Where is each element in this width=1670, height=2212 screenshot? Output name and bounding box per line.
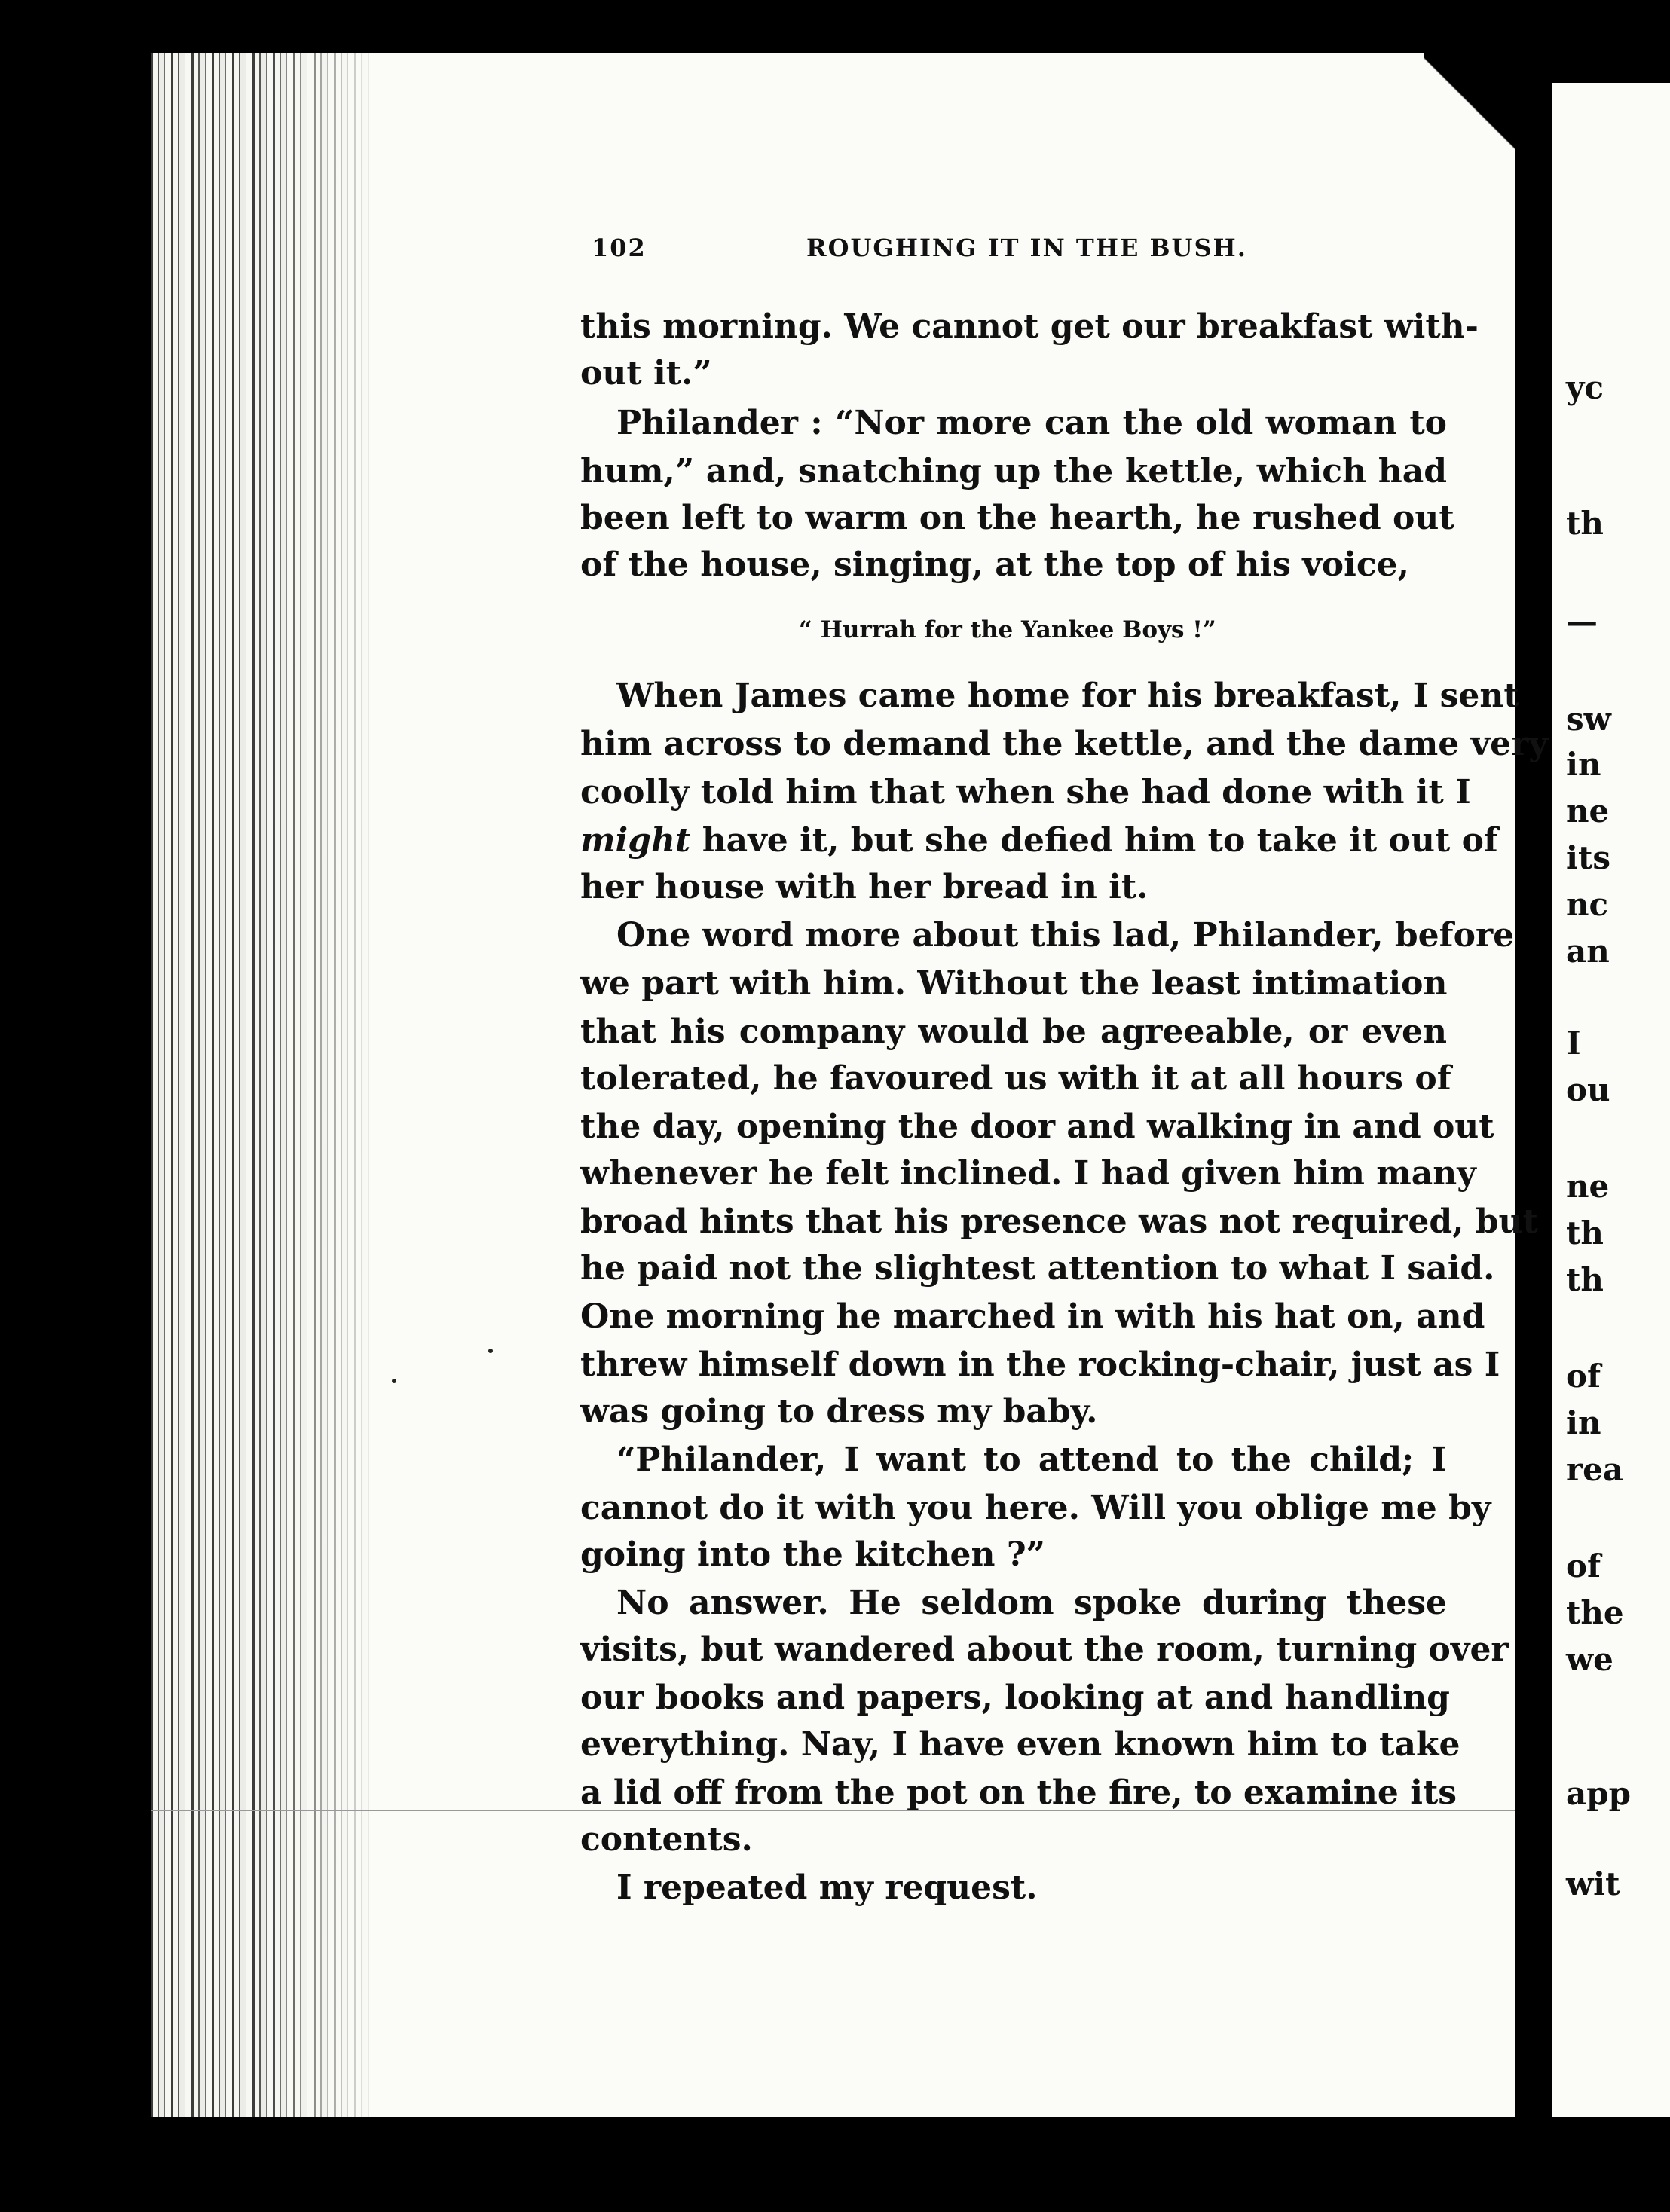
text-line: we part with him. Without the least intimation	[580, 964, 1448, 1003]
facing-text-fragment: the	[1566, 1594, 1624, 1631]
scan-speck	[488, 1349, 493, 1353]
facing-text-fragment: app	[1566, 1775, 1631, 1812]
text-line: Philander : “Nor more can the old woman to	[616, 404, 1447, 442]
text-line: been left to warm on the hearth, he rushed out	[580, 499, 1454, 537]
text-line: “Philander, I want to attend to the child; I	[616, 1441, 1447, 1479]
book-page-right-edge	[1552, 83, 1670, 2117]
text-line: of the house, singing, at the top of his voice,	[580, 545, 1409, 584]
facing-text-fragment: an	[1566, 933, 1610, 970]
facing-text-fragment: I	[1566, 1025, 1581, 1062]
text-line: coolly told him that when she had done with it I	[580, 773, 1471, 811]
text-line: out it.”	[580, 354, 712, 393]
scan-speck	[392, 1379, 396, 1383]
facing-text-fragment: sw	[1566, 701, 1611, 738]
text-line: hum,” and, snatching up the kettle, which had	[580, 452, 1447, 490]
facing-text-fragment: of	[1566, 1547, 1601, 1584]
text-line: broad hints that his presence was not required, but	[580, 1202, 1538, 1241]
facing-text-fragment: ne	[1566, 793, 1610, 830]
facing-text-fragment: in	[1566, 746, 1601, 783]
text-line: visits, but wandered about the room, turning over	[580, 1630, 1509, 1669]
facing-text-fragment: wit	[1566, 1865, 1620, 1902]
text-line: a lid off from the pot on the fire, to examine its	[580, 1774, 1457, 1812]
facing-text-fragment: th	[1566, 505, 1604, 542]
text-line: When James came home for his breakfast, I sent	[616, 677, 1519, 715]
facing-text-fragment: th	[1566, 1261, 1604, 1298]
facing-text-fragment: of	[1566, 1358, 1601, 1395]
text-line: I repeated my request.	[616, 1868, 1038, 1907]
text-line: our books and papers, looking at and handling	[580, 1679, 1450, 1717]
facing-text-fragment: we	[1566, 1641, 1613, 1678]
epigraph: “ Hurrah for the Yankee Boys !”	[799, 616, 1216, 643]
facing-text-fragment: ne	[1566, 1168, 1610, 1205]
text-line: whenever he felt inclined. I had given him many	[580, 1154, 1476, 1193]
text-line: her house with her bread in it.	[580, 868, 1149, 906]
book-title-header: ROUGHING IT IN THE BUSH.	[806, 234, 1247, 262]
italic-word: might	[580, 821, 691, 860]
text-line: that his company would be agreeable, or even	[580, 1013, 1447, 1051]
text-line: this morning. We cannot get our breakfast with-	[580, 307, 1479, 346]
facing-text-fragment: ou	[1566, 1071, 1610, 1108]
text-line: him across to demand the kettle, and the dame very	[580, 725, 1548, 763]
text-line: cannot do it with you here. Will you oblige me by	[580, 1489, 1491, 1527]
folded-corner	[1424, 53, 1515, 173]
facing-text-fragment: —	[1566, 603, 1598, 640]
text-line: everything. Nay, I have even known him to take	[580, 1725, 1460, 1764]
facing-text-fragment: nc	[1566, 886, 1609, 923]
text-line: One morning he marched in with his hat on, and	[580, 1297, 1485, 1336]
text-line: contents.	[580, 1820, 753, 1859]
text-line: going into the kitchen ?”	[580, 1535, 1045, 1574]
text-line: No answer. He seldom spoke during these	[616, 1584, 1447, 1622]
text-line: the day, opening the door and walking in and out	[580, 1108, 1494, 1146]
text-line: tolerated, he favoured us with it at all hours of	[580, 1059, 1451, 1098]
facing-text-fragment: in	[1566, 1404, 1601, 1441]
facing-text-fragment: th	[1566, 1214, 1604, 1251]
page-number: 102	[592, 234, 647, 262]
text-line-with-italic: might have it, but she defied him to take it out of	[580, 821, 1498, 860]
facing-text-fragment: rea	[1566, 1451, 1624, 1488]
facing-text-fragment: its	[1566, 839, 1611, 876]
text-line: threw himself down in the rocking-chair, just as I	[580, 1346, 1500, 1384]
text-line: was going to dress my baby.	[580, 1392, 1098, 1431]
text-line: One word more about this lad, Philander, before	[616, 916, 1515, 955]
text-line: he paid not the slightest attention to what I said.	[580, 1249, 1495, 1288]
facing-text-fragment: yc	[1566, 369, 1604, 406]
